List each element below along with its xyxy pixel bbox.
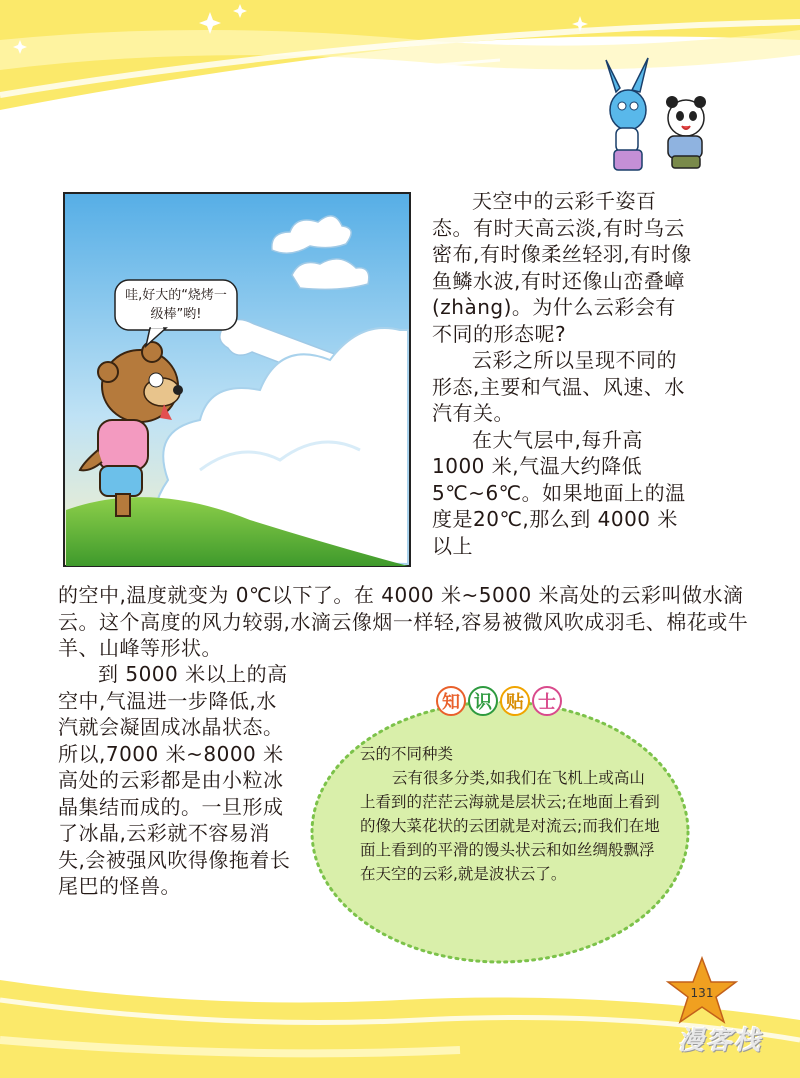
tips-content [360, 742, 660, 886]
article-full-width [58, 582, 758, 662]
tips-title [436, 686, 562, 716]
comic-panel [64, 193, 410, 566]
paragraph: 云彩之所以呈现不同的形态,主要和气温、风速、水汽有关。 [432, 348, 685, 425]
speech-bubble-text: 哇,好大的“烧烤一级棒”哟! [125, 288, 227, 322]
tips-title-char: 贴 [500, 686, 530, 716]
article-left-column [58, 661, 296, 900]
page-number: 131 [690, 986, 714, 1000]
article-right-column [432, 188, 694, 559]
watermark-logo: 漫客栈 [678, 1026, 763, 1056]
paragraph: 的空中,温度就变为 0℃以下了。在 4000 米~5000 米高处的云彩叫做水滴云。这个高度的风力较弱,水滴云像烟一样轻,容易被微风吹成羽毛、棉花或牛羊、山峰等形状。 [58, 583, 749, 660]
mascot-characters [606, 58, 706, 170]
tips-title-char: 士 [532, 686, 562, 716]
paragraph: 天空中的云彩千姿百态。有时天高云淡,有时乌云密布,有时像柔丝轻羽,有时像鱼鳞水波,有时还像山峦叠嶂(zhàng)。为什么云彩会有不同的形态呢? [432, 189, 692, 346]
paragraph: 在大气层中,每升高1000 米,气温大约降低 5℃~6℃。如果地面上的温度是20℃,那么到 4000 米以上 [432, 427, 686, 558]
top-banner [0, 0, 800, 115]
tips-body: 云有很多分类,如我们在飞机上或高山上看到的茫茫云海就是层状云;在地面上看到的像大菜花状的云团就是对流云;而我们在地面上看到的平滑的馒头状云和如丝绸般飘浮在天空的云彩,就是波状云了。 [360, 769, 660, 883]
tips-heading: 云的不同种类 [360, 745, 454, 763]
tips-title-char: 知 [436, 686, 466, 716]
tips-title-char: 识 [468, 686, 498, 716]
paragraph: 到 5000 米以上的高空中,气温进一步降低,水汽就会凝固成冰晶状态。所以,7000 米~8000 米高处的云彩都是由小粒冰晶集结而成的。一旦形成了冰晶,云彩就不容易消失,会被强风吹得像拖着长尾巴的怪兽。 [58, 662, 291, 898]
